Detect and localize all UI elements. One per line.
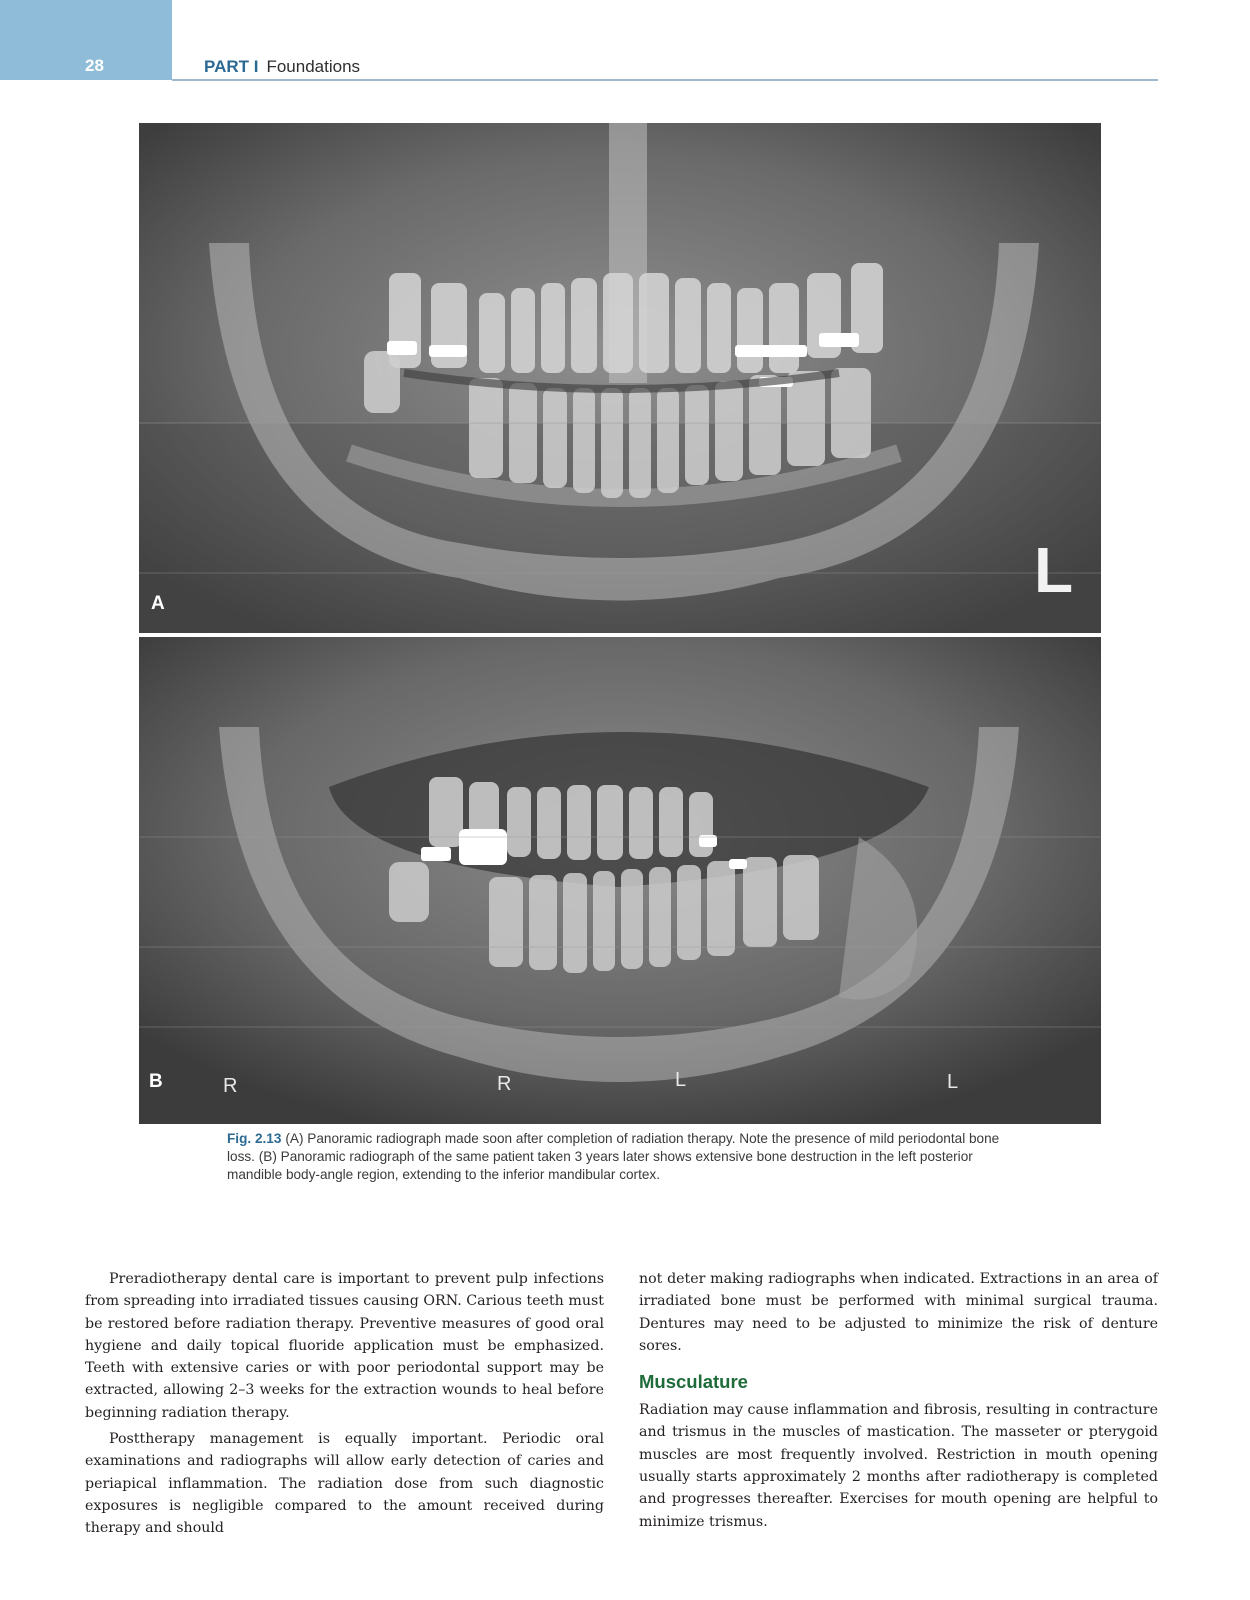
side-marker-r-1: R — [223, 1075, 238, 1097]
right-column — [639, 1268, 1158, 1533]
header-rule — [172, 79, 1158, 81]
section-title: Foundations — [266, 57, 361, 76]
caption-text: (A) Panoramic radiograph made soon after completion of radiation therapy. Note the presence of mild periodontal bone loss. (B) Panoramic radiograph of the same patient taken 3 years later shows extensive bone destruction in the left posterior mandible body-angle region, extending to the inferior mandibular cortex. — [227, 1131, 1000, 1182]
figure-label: Fig. 2.13 — [227, 1131, 282, 1146]
running-head — [204, 57, 360, 77]
part-label: PART I — [204, 57, 259, 76]
panel-label-a: A — [151, 593, 165, 614]
panel-label-b: B — [149, 1071, 163, 1092]
paragraph-musculature: Radiation may cause inflammation and fibrosis, resulting in contracture and trismus in the muscles of mastication. The masseter or pterygoid muscles are most frequently involved. Restriction in mouth opening usually starts approximately 2 months after radiotherapy is completed and progresses thereafter. Exercises for mouth opening are helpful to minimize trismus. — [639, 1402, 1158, 1530]
side-marker-r-2: R — [497, 1073, 512, 1095]
figure-caption — [227, 1130, 1027, 1184]
side-marker-l: L — [1034, 534, 1074, 606]
panoramic-radiograph-b — [139, 637, 1101, 1124]
radiograph-b-image — [139, 637, 1101, 1124]
left-column — [85, 1268, 604, 1540]
paragraph-posttherapy: Posttherapy management is equally important. Periodic oral examinations and radiographs will allow early detection of caries and periapical inflammation. The radiation dose from such diagnostic exposures is negligible compared to the amount received during therapy and should — [85, 1431, 604, 1537]
paragraph-preradiotherapy: Preradiotherapy dental care is important to prevent pulp infections from spreading into irradiated tissues causing ORN. Carious teeth must be restored before radiation therapy. Preventive measures of good oral hygiene and daily topical fluoride application must be emphasized. Teeth with extensive caries or with poor periodontal support may be extracted, allowing 2–3 weeks for the extraction wounds to heal before beginning radiation therapy. — [85, 1271, 604, 1421]
side-marker-l-1: L — [675, 1069, 687, 1091]
radiograph-a-image — [139, 123, 1101, 633]
page-number: 28 — [85, 56, 104, 75]
side-marker-l-2: L — [947, 1071, 959, 1093]
panoramic-radiograph-a — [139, 123, 1101, 633]
paragraph-continuation: not deter making radiographs when indicated. Extractions in an area of irradiated bone must be performed with minimal surgical trauma. Dentures may need to be adjusted to minimize the risk of denture sores. — [639, 1271, 1158, 1354]
section-heading-musculature: Musculature — [639, 1371, 748, 1393]
